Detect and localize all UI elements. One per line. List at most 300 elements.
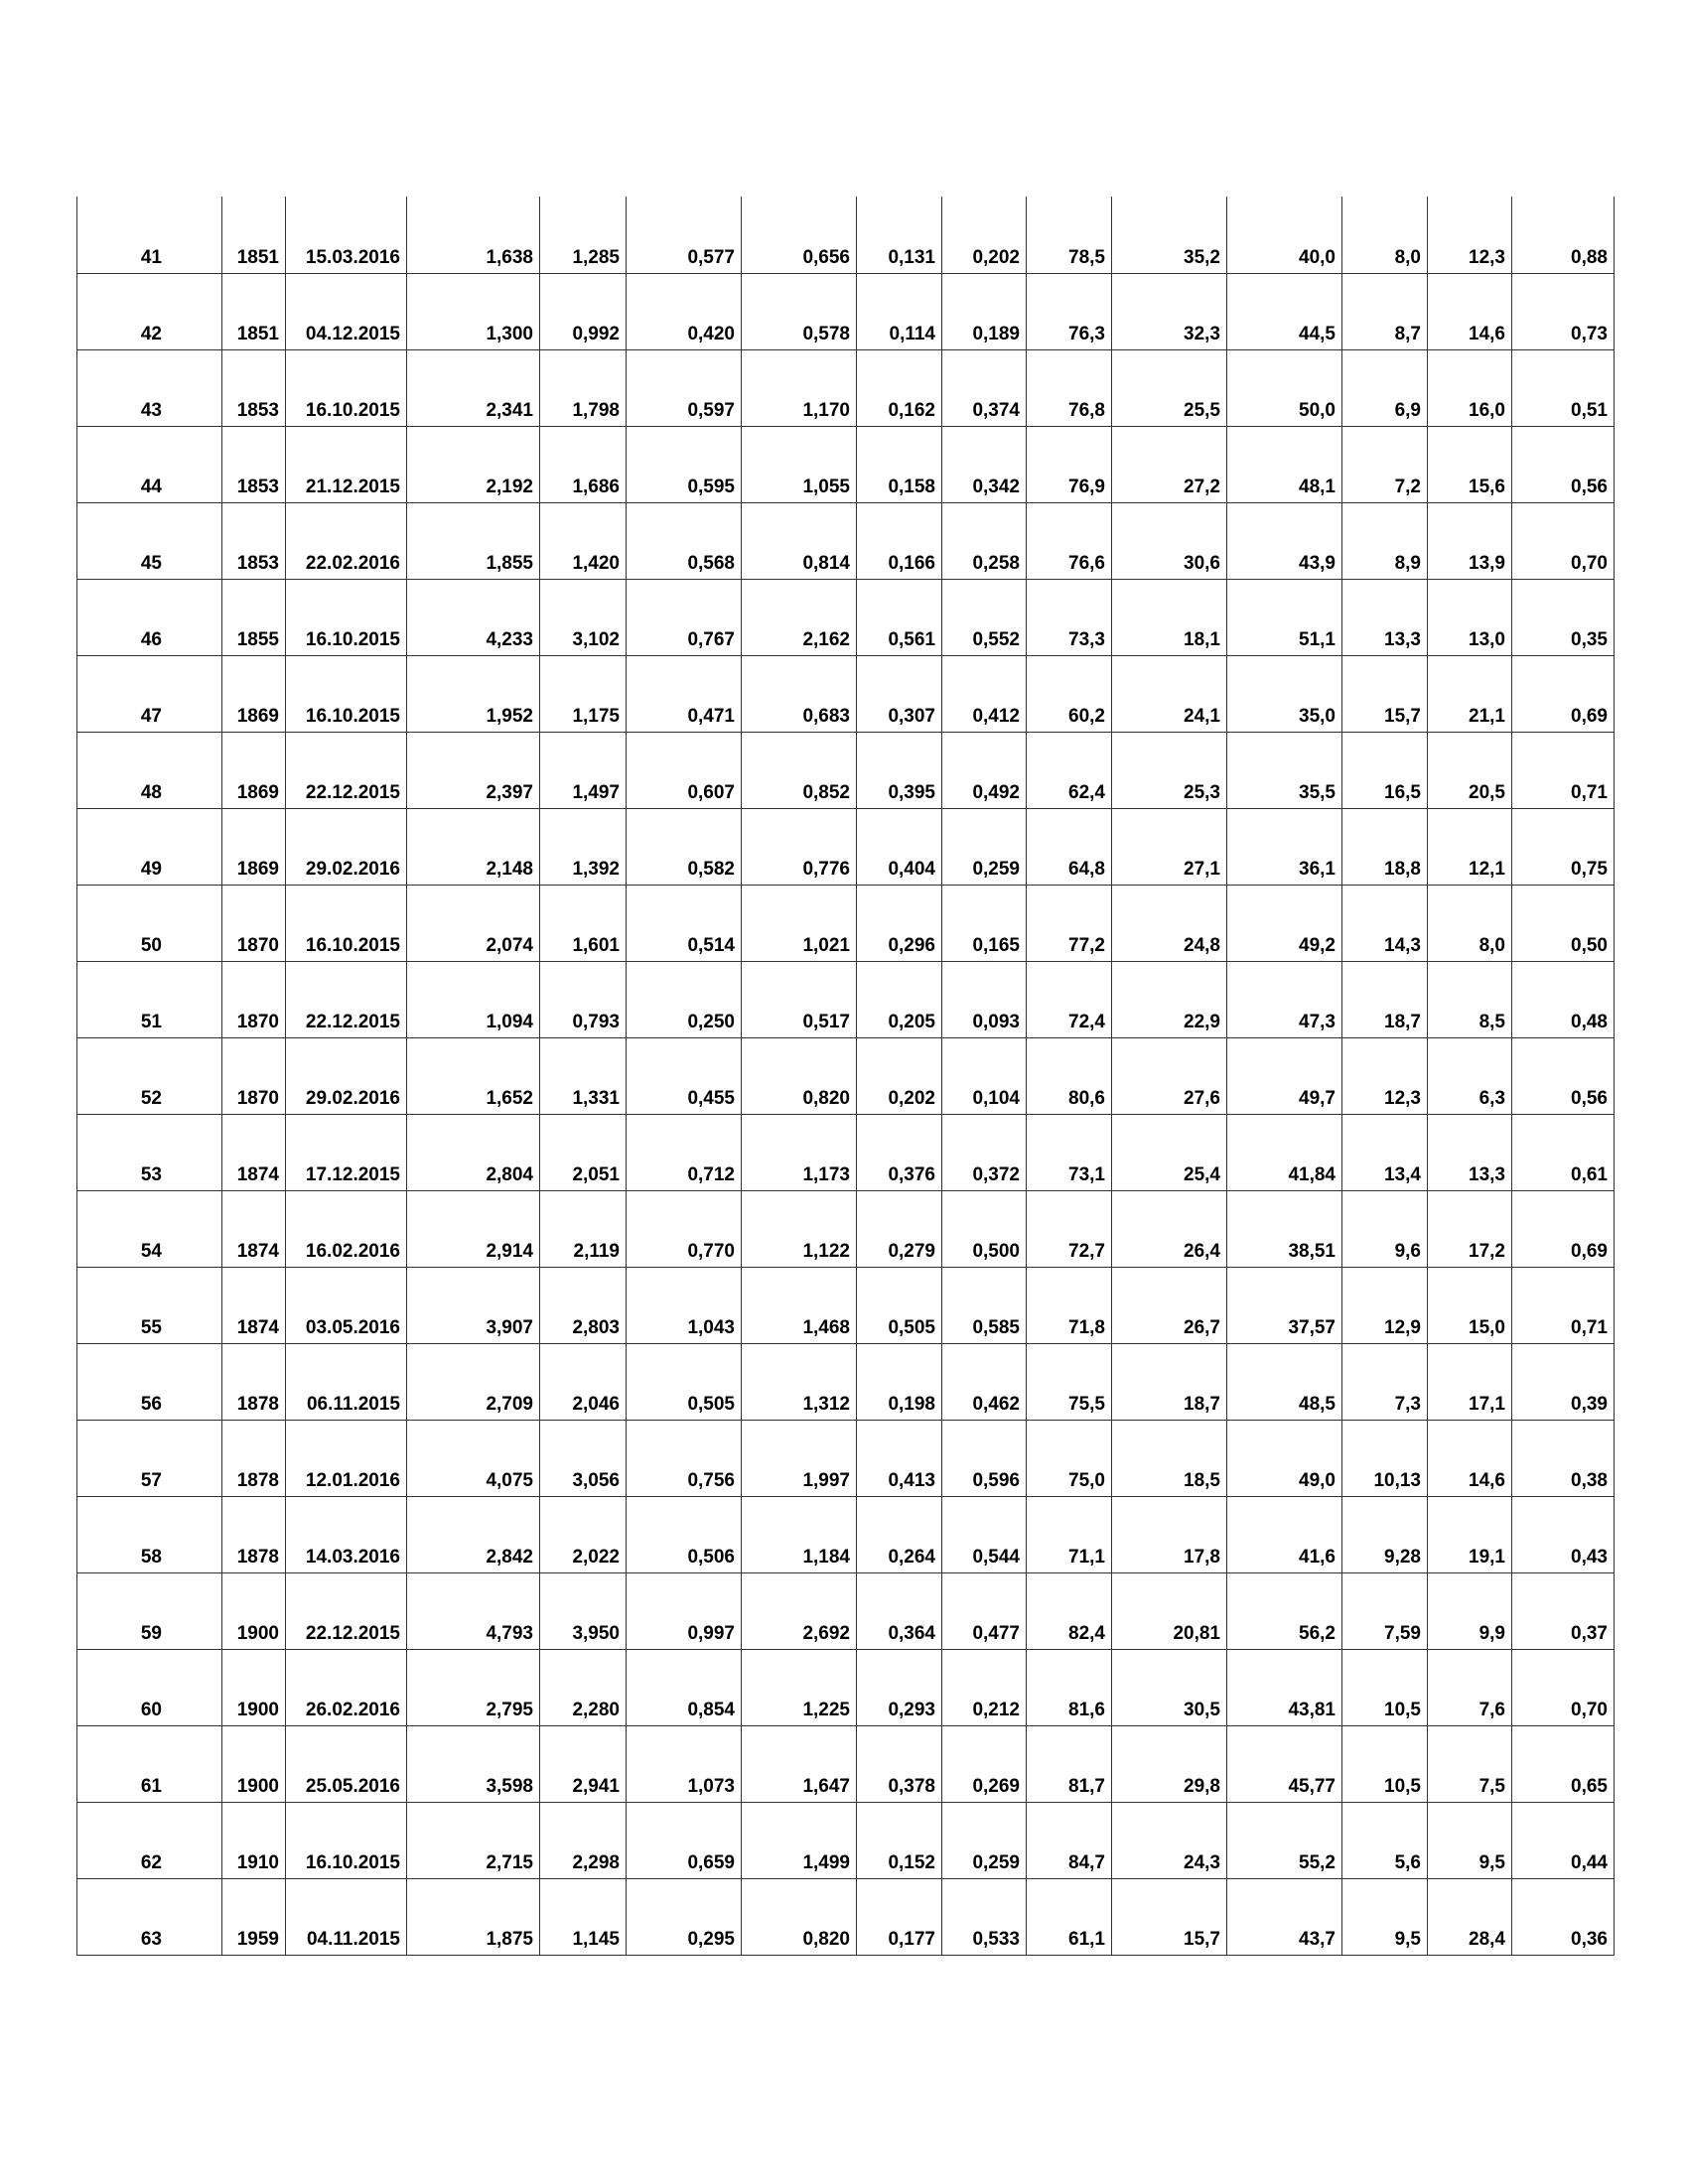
row-number-cell: 63 — [77, 1878, 222, 1955]
table-cell: 15,7 — [1112, 1878, 1227, 1955]
table-cell: 7,59 — [1342, 1572, 1428, 1649]
table-cell: 2,298 — [540, 1802, 627, 1878]
table-cell: 06.11.2015 — [286, 1343, 407, 1420]
table-cell: 9,6 — [1342, 1190, 1428, 1267]
table-cell: 22.12.2015 — [286, 732, 407, 808]
table-cell: 1853 — [222, 349, 286, 426]
table-row — [77, 197, 1615, 273]
row-number-cell: 50 — [77, 885, 222, 961]
table-cell: 0,166 — [857, 502, 942, 579]
table-cell: 2,119 — [540, 1190, 627, 1267]
table-cell: 1,686 — [540, 426, 627, 502]
table-cell: 48,5 — [1227, 1343, 1342, 1420]
table-cell: 0,552 — [942, 579, 1027, 655]
table-row — [77, 961, 1615, 1037]
table-cell: 1874 — [222, 1190, 286, 1267]
table-cell: 32,3 — [1112, 273, 1227, 349]
data-table — [76, 197, 1615, 1956]
table-cell: 7,3 — [1342, 1343, 1428, 1420]
table-cell: 0,561 — [857, 579, 942, 655]
table-cell: 1,952 — [407, 655, 540, 732]
table-cell: 4,233 — [407, 579, 540, 655]
table-cell: 0,578 — [742, 273, 857, 349]
table-cell: 0,43 — [1512, 1496, 1615, 1572]
table-cell: 2,692 — [742, 1572, 857, 1649]
table-cell: 1,021 — [742, 885, 857, 961]
table-row — [77, 1343, 1615, 1420]
table-cell: 1,652 — [407, 1037, 540, 1114]
table-cell: 22,9 — [1112, 961, 1227, 1037]
table-cell: 16.10.2015 — [286, 1802, 407, 1878]
table-cell: 30,5 — [1112, 1649, 1227, 1725]
table-cell: 0,71 — [1512, 1267, 1615, 1343]
table-cell: 0,413 — [857, 1420, 942, 1496]
table-row — [77, 808, 1615, 885]
table-cell: 1,073 — [627, 1725, 742, 1802]
table-cell: 51,1 — [1227, 579, 1342, 655]
table-cell: 4,793 — [407, 1572, 540, 1649]
table-cell: 1,055 — [742, 426, 857, 502]
table-cell: 0,39 — [1512, 1343, 1615, 1420]
table-cell: 16.10.2015 — [286, 655, 407, 732]
table-cell: 2,795 — [407, 1649, 540, 1725]
table-cell: 1869 — [222, 732, 286, 808]
table-cell: 13,9 — [1428, 502, 1512, 579]
table-cell: 0,56 — [1512, 426, 1615, 502]
table-cell: 4,075 — [407, 1420, 540, 1496]
table-cell: 17.12.2015 — [286, 1114, 407, 1190]
table-cell: 61,1 — [1027, 1878, 1112, 1955]
table-cell: 18,7 — [1112, 1343, 1227, 1420]
table-cell: 8,9 — [1342, 502, 1428, 579]
table-cell: 0,372 — [942, 1114, 1027, 1190]
table-cell: 0,659 — [627, 1802, 742, 1878]
table-cell: 84,7 — [1027, 1802, 1112, 1878]
table-cell: 0,61 — [1512, 1114, 1615, 1190]
table-cell: 12,3 — [1428, 197, 1512, 273]
table-cell: 25,5 — [1112, 349, 1227, 426]
table-cell: 2,192 — [407, 426, 540, 502]
table-cell: 0,269 — [942, 1725, 1027, 1802]
table-cell: 2,046 — [540, 1343, 627, 1420]
table-cell: 0,492 — [942, 732, 1027, 808]
table-cell: 1,392 — [540, 808, 627, 885]
table-cell: 49,2 — [1227, 885, 1342, 961]
table-cell: 0,198 — [857, 1343, 942, 1420]
table-cell: 0,88 — [1512, 197, 1615, 273]
table-cell: 0,212 — [942, 1649, 1027, 1725]
table-cell: 7,2 — [1342, 426, 1428, 502]
table-cell: 0,505 — [857, 1267, 942, 1343]
table-row — [77, 273, 1615, 349]
table-cell: 50,0 — [1227, 349, 1342, 426]
table-body — [77, 197, 1615, 1955]
table-cell: 0,264 — [857, 1496, 942, 1572]
table-cell: 0,73 — [1512, 273, 1615, 349]
table-cell: 0,56 — [1512, 1037, 1615, 1114]
table-cell: 15,6 — [1428, 426, 1512, 502]
table-cell: 0,376 — [857, 1114, 942, 1190]
table-cell: 1878 — [222, 1343, 286, 1420]
table-cell: 1878 — [222, 1496, 286, 1572]
row-number-cell: 43 — [77, 349, 222, 426]
table-cell: 55,2 — [1227, 1802, 1342, 1878]
table-cell: 0,162 — [857, 349, 942, 426]
table-cell: 0,517 — [742, 961, 857, 1037]
row-number-cell: 46 — [77, 579, 222, 655]
table-cell: 2,074 — [407, 885, 540, 961]
row-number-cell: 47 — [77, 655, 222, 732]
table-cell: 60,2 — [1027, 655, 1112, 732]
table-cell: 0,712 — [627, 1114, 742, 1190]
table-cell: 0,597 — [627, 349, 742, 426]
table-cell: 18,8 — [1342, 808, 1428, 885]
table-cell: 14,6 — [1428, 273, 1512, 349]
row-number-cell: 56 — [77, 1343, 222, 1420]
table-cell: 10,13 — [1342, 1420, 1428, 1496]
table-cell: 35,2 — [1112, 197, 1227, 273]
table-cell: 7,6 — [1428, 1649, 1512, 1725]
table-cell: 22.12.2015 — [286, 1572, 407, 1649]
table-cell: 0,259 — [942, 1802, 1027, 1878]
table-cell: 0,756 — [627, 1420, 742, 1496]
table-cell: 0,44 — [1512, 1802, 1615, 1878]
table-cell: 1869 — [222, 808, 286, 885]
table-cell: 0,793 — [540, 961, 627, 1037]
table-cell: 9,28 — [1342, 1496, 1428, 1572]
table-row — [77, 579, 1615, 655]
table-cell: 75,5 — [1027, 1343, 1112, 1420]
table-cell: 2,941 — [540, 1725, 627, 1802]
row-number-cell: 60 — [77, 1649, 222, 1725]
table-cell: 81,7 — [1027, 1725, 1112, 1802]
table-cell: 1900 — [222, 1725, 286, 1802]
table-row — [77, 1037, 1615, 1114]
table-cell: 71,1 — [1027, 1496, 1112, 1572]
table-cell: 20,5 — [1428, 732, 1512, 808]
table-cell: 1878 — [222, 1420, 286, 1496]
table-cell: 0,250 — [627, 961, 742, 1037]
table-cell: 12,3 — [1342, 1037, 1428, 1114]
table-cell: 03.05.2016 — [286, 1267, 407, 1343]
table-cell: 0,776 — [742, 808, 857, 885]
table-cell: 2,842 — [407, 1496, 540, 1572]
table-cell: 25.05.2016 — [286, 1725, 407, 1802]
table-cell: 22.12.2015 — [286, 961, 407, 1037]
table-cell: 1959 — [222, 1878, 286, 1955]
table-cell: 35,5 — [1227, 732, 1342, 808]
table-cell: 3,598 — [407, 1725, 540, 1802]
table-cell: 1,601 — [540, 885, 627, 961]
table-row — [77, 1572, 1615, 1649]
row-number-cell: 62 — [77, 1802, 222, 1878]
table-cell: 75,0 — [1027, 1420, 1112, 1496]
table-cell: 1,420 — [540, 502, 627, 579]
row-number-cell: 59 — [77, 1572, 222, 1649]
table-cell: 0,412 — [942, 655, 1027, 732]
table-cell: 0,395 — [857, 732, 942, 808]
table-cell: 26,7 — [1112, 1267, 1227, 1343]
table-cell: 2,804 — [407, 1114, 540, 1190]
table-cell: 2,162 — [742, 579, 857, 655]
table-cell: 13,4 — [1342, 1114, 1428, 1190]
table-cell: 15.03.2016 — [286, 197, 407, 273]
table-cell: 43,9 — [1227, 502, 1342, 579]
table-cell: 17,1 — [1428, 1343, 1512, 1420]
table-cell: 0,38 — [1512, 1420, 1615, 1496]
table-cell: 36,1 — [1227, 808, 1342, 885]
table-cell: 0,189 — [942, 273, 1027, 349]
table-cell: 44,5 — [1227, 273, 1342, 349]
table-cell: 1,647 — [742, 1725, 857, 1802]
table-cell: 27,6 — [1112, 1037, 1227, 1114]
table-cell: 1870 — [222, 885, 286, 961]
table-cell: 10,5 — [1342, 1649, 1428, 1725]
table-cell: 14,3 — [1342, 885, 1428, 961]
table-row — [77, 1114, 1615, 1190]
table-cell: 0,404 — [857, 808, 942, 885]
table-cell: 77,2 — [1027, 885, 1112, 961]
table-cell: 0,202 — [942, 197, 1027, 273]
table-cell: 72,7 — [1027, 1190, 1112, 1267]
table-cell: 9,9 — [1428, 1572, 1512, 1649]
table-cell: 0,104 — [942, 1037, 1027, 1114]
table-cell: 0,36 — [1512, 1878, 1615, 1955]
table-cell: 13,0 — [1428, 579, 1512, 655]
table-cell: 0,471 — [627, 655, 742, 732]
table-cell: 0,296 — [857, 885, 942, 961]
table-cell: 12,1 — [1428, 808, 1512, 885]
table-cell: 43,81 — [1227, 1649, 1342, 1725]
table-cell: 0,577 — [627, 197, 742, 273]
table-cell: 2,914 — [407, 1190, 540, 1267]
table-row — [77, 1496, 1615, 1572]
table-cell: 2,341 — [407, 349, 540, 426]
table-cell: 1,175 — [540, 655, 627, 732]
table-row — [77, 1649, 1615, 1725]
table-cell: 18,7 — [1342, 961, 1428, 1037]
table-cell: 0,500 — [942, 1190, 1027, 1267]
table-cell: 72,4 — [1027, 961, 1112, 1037]
table-cell: 24,8 — [1112, 885, 1227, 961]
table-cell: 14,6 — [1428, 1420, 1512, 1496]
table-cell: 2,022 — [540, 1496, 627, 1572]
table-cell: 0,131 — [857, 197, 942, 273]
table-row — [77, 655, 1615, 732]
table-cell: 1,094 — [407, 961, 540, 1037]
row-number-cell: 58 — [77, 1496, 222, 1572]
table-cell: 18,1 — [1112, 579, 1227, 655]
table-cell: 0,854 — [627, 1649, 742, 1725]
table-row — [77, 1878, 1615, 1955]
table-cell: 1853 — [222, 426, 286, 502]
table-cell: 0,158 — [857, 426, 942, 502]
table-cell: 1,225 — [742, 1649, 857, 1725]
row-number-cell: 45 — [77, 502, 222, 579]
table-cell: 0,656 — [742, 197, 857, 273]
table-row — [77, 732, 1615, 808]
table-cell: 0,75 — [1512, 808, 1615, 885]
table-cell: 0,342 — [942, 426, 1027, 502]
table-cell: 1869 — [222, 655, 286, 732]
table-cell: 16.02.2016 — [286, 1190, 407, 1267]
table-cell: 0,295 — [627, 1878, 742, 1955]
table-cell: 0,152 — [857, 1802, 942, 1878]
table-cell: 20,81 — [1112, 1572, 1227, 1649]
table-cell: 0,50 — [1512, 885, 1615, 961]
table-cell: 6,9 — [1342, 349, 1428, 426]
row-number-cell: 42 — [77, 273, 222, 349]
table-cell: 3,907 — [407, 1267, 540, 1343]
table-cell: 29.02.2016 — [286, 1037, 407, 1114]
row-number-cell: 53 — [77, 1114, 222, 1190]
table-cell: 0,582 — [627, 808, 742, 885]
table-cell: 1855 — [222, 579, 286, 655]
table-cell: 73,3 — [1027, 579, 1112, 655]
table-cell: 0,544 — [942, 1496, 1027, 1572]
table-cell: 1,468 — [742, 1267, 857, 1343]
table-cell: 13,3 — [1342, 579, 1428, 655]
table-cell: 0,364 — [857, 1572, 942, 1649]
table-cell: 0,374 — [942, 349, 1027, 426]
table-cell: 76,6 — [1027, 502, 1112, 579]
table-cell: 1874 — [222, 1267, 286, 1343]
table-cell: 2,280 — [540, 1649, 627, 1725]
table-cell: 29.02.2016 — [286, 808, 407, 885]
table-row — [77, 1725, 1615, 1802]
row-number-cell: 41 — [77, 197, 222, 273]
table-cell: 35,0 — [1227, 655, 1342, 732]
table-cell: 76,9 — [1027, 426, 1112, 502]
table-cell: 0,69 — [1512, 1190, 1615, 1267]
table-cell: 43,7 — [1227, 1878, 1342, 1955]
table-cell: 0,37 — [1512, 1572, 1615, 1649]
table-cell: 8,5 — [1428, 961, 1512, 1037]
table-cell: 78,5 — [1027, 197, 1112, 273]
table-cell: 48,1 — [1227, 426, 1342, 502]
table-cell: 0,114 — [857, 273, 942, 349]
table-cell: 82,4 — [1027, 1572, 1112, 1649]
table-cell: 1870 — [222, 1037, 286, 1114]
table-cell: 0,35 — [1512, 579, 1615, 655]
table-cell: 0,820 — [742, 1037, 857, 1114]
table-cell: 0,70 — [1512, 502, 1615, 579]
table-cell: 16.10.2015 — [286, 579, 407, 655]
table-cell: 1,638 — [407, 197, 540, 273]
table-cell: 24,3 — [1112, 1802, 1227, 1878]
table-cell: 76,8 — [1027, 349, 1112, 426]
row-number-cell: 52 — [77, 1037, 222, 1114]
table-cell: 0,202 — [857, 1037, 942, 1114]
table-cell: 1851 — [222, 273, 286, 349]
table-cell: 0,293 — [857, 1649, 942, 1725]
table-cell: 73,1 — [1027, 1114, 1112, 1190]
table-cell: 1853 — [222, 502, 286, 579]
table-cell: 6,3 — [1428, 1037, 1512, 1114]
table-cell: 0,814 — [742, 502, 857, 579]
table-cell: 76,3 — [1027, 273, 1112, 349]
table-cell: 62,4 — [1027, 732, 1112, 808]
table-cell: 18,5 — [1112, 1420, 1227, 1496]
table-cell: 49,0 — [1227, 1420, 1342, 1496]
table-cell: 40,0 — [1227, 197, 1342, 273]
table-cell: 27,1 — [1112, 808, 1227, 885]
table-cell: 1910 — [222, 1802, 286, 1878]
table-cell: 29,8 — [1112, 1725, 1227, 1802]
table-cell: 16.10.2015 — [286, 349, 407, 426]
table-cell: 0,48 — [1512, 961, 1615, 1037]
table-cell: 0,585 — [942, 1267, 1027, 1343]
table-cell: 0,997 — [627, 1572, 742, 1649]
table-cell: 28,4 — [1428, 1878, 1512, 1955]
table-cell: 22.02.2016 — [286, 502, 407, 579]
table-cell: 30,6 — [1112, 502, 1227, 579]
table-cell: 0,462 — [942, 1343, 1027, 1420]
table-cell: 1,312 — [742, 1343, 857, 1420]
row-number-cell: 48 — [77, 732, 222, 808]
table-cell: 2,397 — [407, 732, 540, 808]
table-cell: 80,6 — [1027, 1037, 1112, 1114]
table-cell: 2,709 — [407, 1343, 540, 1420]
table-cell: 41,6 — [1227, 1496, 1342, 1572]
table-cell: 0,205 — [857, 961, 942, 1037]
table-cell: 41,84 — [1227, 1114, 1342, 1190]
table-cell: 8,0 — [1428, 885, 1512, 961]
table-cell: 0,568 — [627, 502, 742, 579]
table-cell: 25,3 — [1112, 732, 1227, 808]
table-cell: 0,378 — [857, 1725, 942, 1802]
table-cell: 1,331 — [540, 1037, 627, 1114]
table-row — [77, 1420, 1615, 1496]
table-row — [77, 349, 1615, 426]
table-cell: 64,8 — [1027, 808, 1112, 885]
row-number-cell: 54 — [77, 1190, 222, 1267]
table-cell: 0,65 — [1512, 1725, 1615, 1802]
table-cell: 0,177 — [857, 1878, 942, 1955]
table-cell: 1,170 — [742, 349, 857, 426]
table-cell: 17,2 — [1428, 1190, 1512, 1267]
table-cell: 1,875 — [407, 1878, 540, 1955]
table-cell: 2,148 — [407, 808, 540, 885]
table-cell: 10,5 — [1342, 1725, 1428, 1802]
table-cell: 1,499 — [742, 1802, 857, 1878]
table-cell: 1870 — [222, 961, 286, 1037]
table-cell: 0,69 — [1512, 655, 1615, 732]
table-cell: 1874 — [222, 1114, 286, 1190]
table-cell: 0,820 — [742, 1878, 857, 1955]
table-cell: 04.12.2015 — [286, 273, 407, 349]
table-cell: 0,165 — [942, 885, 1027, 961]
table-row — [77, 1267, 1615, 1343]
table-cell: 0,852 — [742, 732, 857, 808]
table-cell: 2,051 — [540, 1114, 627, 1190]
table-cell: 49,7 — [1227, 1037, 1342, 1114]
table-cell: 3,102 — [540, 579, 627, 655]
table-cell: 0,455 — [627, 1037, 742, 1114]
table-row — [77, 502, 1615, 579]
table-row — [77, 1802, 1615, 1878]
table-cell: 16,0 — [1428, 349, 1512, 426]
row-number-cell: 44 — [77, 426, 222, 502]
table-cell: 2,803 — [540, 1267, 627, 1343]
table-cell: 16.10.2015 — [286, 885, 407, 961]
table-cell: 0,514 — [627, 885, 742, 961]
table-row — [77, 1190, 1615, 1267]
table-cell: 1,497 — [540, 732, 627, 808]
table-cell: 5,6 — [1342, 1802, 1428, 1878]
table-cell: 04.11.2015 — [286, 1878, 407, 1955]
table-cell: 81,6 — [1027, 1649, 1112, 1725]
